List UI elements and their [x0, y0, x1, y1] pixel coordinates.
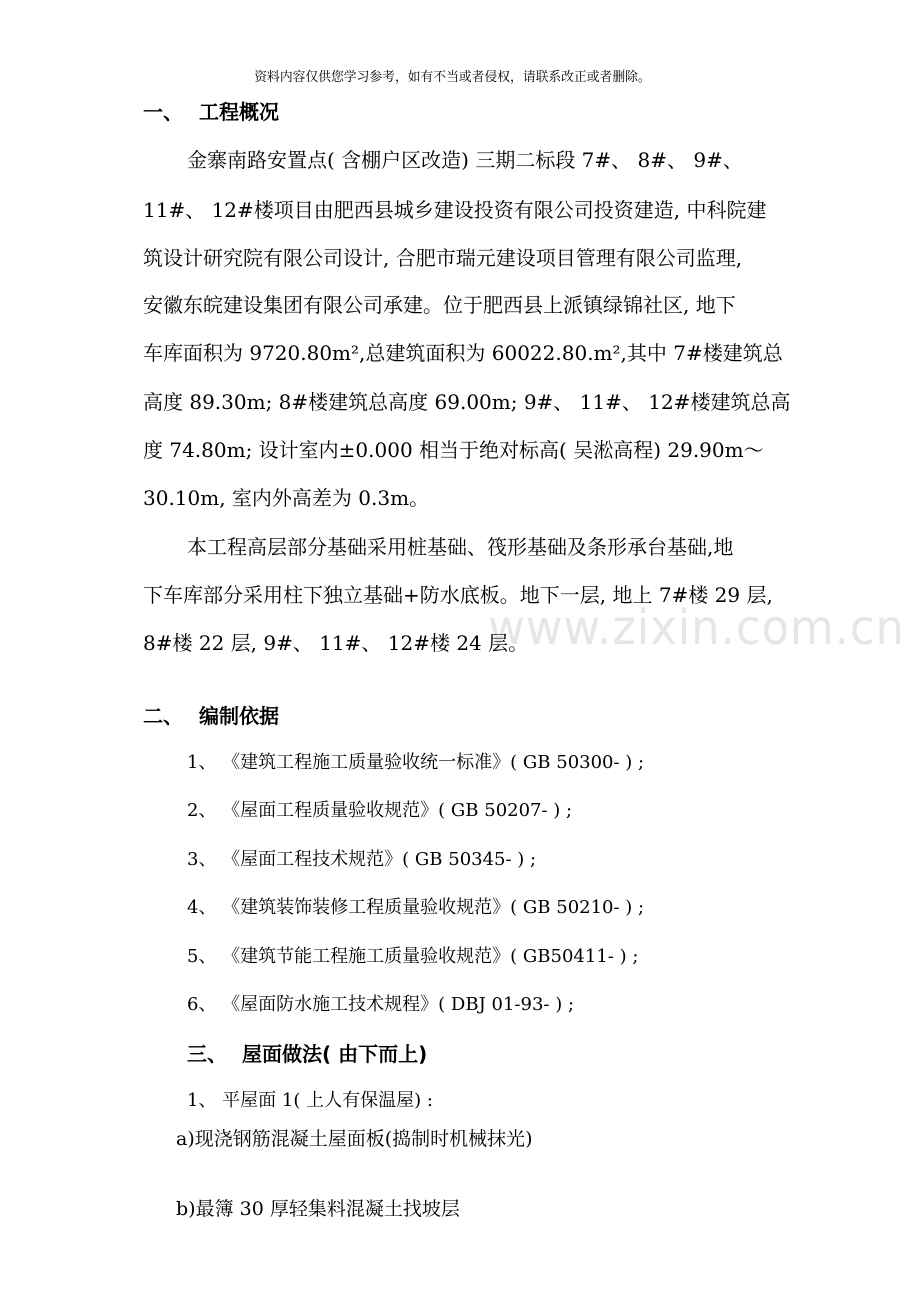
section3-title: 屋面做法( 由下而上) [242, 1042, 428, 1066]
section1-para1-line: 11#、 12#楼项目由肥西县城乡建设投资有限公司投资建造, 中科院建 [143, 198, 767, 222]
section2-number: 二、 [143, 704, 183, 728]
reference-item: 4、 《建筑装饰装修工程质量验收规范》( GB 50210- ) ; [187, 897, 645, 918]
reference-item: 3、 《屋面工程技术规范》( GB 50345- ) ; [187, 849, 537, 870]
section1-para1-line: 车库面积为 9720.80m²,总建筑面积为 60022.80.m²,其中 7#楼建筑总 [143, 341, 783, 365]
section1-para1-line: 金寨南路安置点( 含棚户区改造) 三期二标段 7#、 8#、 9#、 [187, 148, 743, 172]
section1-para1-line: 高度 89.30m; 8#楼建筑总高度 69.00m; 9#、 11#、 12#楼建筑总高 [143, 390, 791, 414]
section1-para1-line: 度 74.80m; 设计室内±0.000 相当于绝对标高( 吴淞高程) 29.90m～ [143, 438, 764, 462]
reference-item: 2、 《屋面工程质量验收规范》( GB 50207- ) ; [187, 800, 573, 821]
roof-type-title: 1、 平屋面 1( 上人有保温屋) : [187, 1090, 433, 1111]
section1-para2-line: 本工程高层部分基础采用桩基础、筏形基础及条形承台基础,地 [187, 535, 734, 559]
reference-item: 5、 《建筑节能工程施工质量验收规范》( GB50411- ) ; [187, 946, 639, 967]
watermark: www.zixin.com.cn [488, 600, 905, 656]
roof-layer-item: b)最簿 30 厚轻集料混凝土找坡层 [176, 1198, 460, 1220]
roof-layer-item: a)现浇钢筋混凝土屋面板(捣制时机械抹光) [176, 1128, 533, 1150]
section1-title: 工程概况 [199, 100, 279, 124]
section1-para1-line: 安徽东皖建设集团有限公司承建。位于肥西县上派镇绿锦社区, 地下 [143, 293, 736, 317]
reference-item: 6、 《屋面防水施工技术规程》( DBJ 01-93- ) ; [187, 994, 575, 1015]
section2-title: 编制依据 [199, 704, 279, 728]
section3-number: 三、 [187, 1042, 227, 1066]
section1-para1-line: 筑设计研究院有限公司设计, 合肥市瑞元建设项目管理有限公司监理, [143, 246, 743, 270]
reference-item: 1、 《建筑工程施工质量验收统一标准》( GB 50300- ) ; [187, 752, 645, 773]
header-note: 资料内容仅供您学习参考，如有不当或者侵权，请联系改正或者删除。 [254, 70, 651, 85]
section1-number: 一、 [143, 100, 183, 124]
section1-para2-line: 下车库部分采用柱下独立基础+防水底板。地下一层, 地上 7#楼 29 层, [143, 583, 773, 607]
section1-para2-line: 8#楼 22 层, 9#、 11#、 12#楼 24 层。 [143, 631, 529, 655]
section1-para1-line: 30.10m, 室内外高差为 0.3m。 [143, 486, 430, 510]
